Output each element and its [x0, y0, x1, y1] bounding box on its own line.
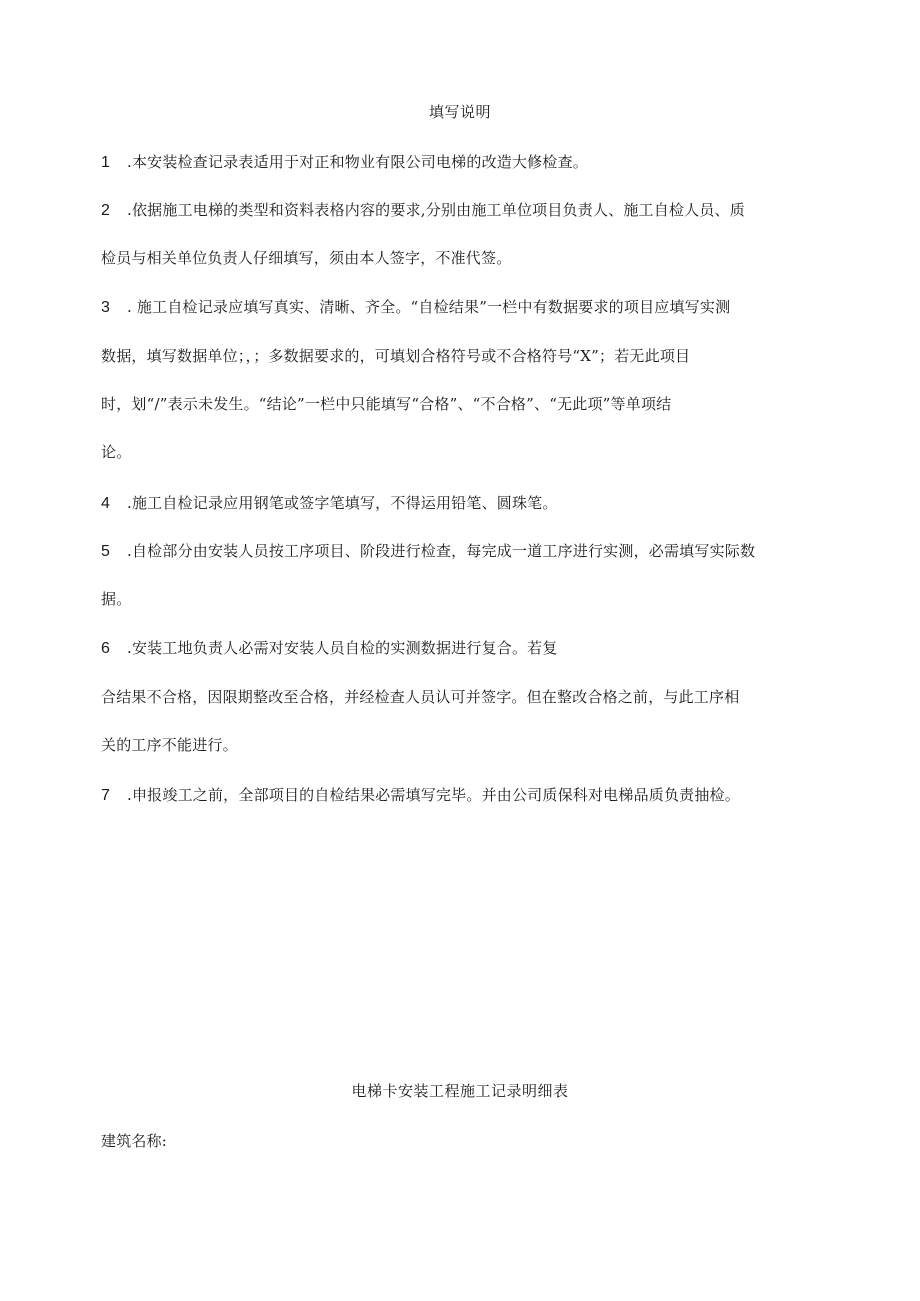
item-number: 3: [101, 299, 111, 316]
item-number: 6: [101, 640, 111, 657]
list-item: [101, 637, 558, 658]
item-text: .申报竣工之前，全部项目的自检结果必需填写完毕。并由公司质保科对电梯品质负责抽检。: [127, 786, 740, 804]
item-text: .安装工地负责人必需对安装人员自检的实测数据进行复合。若复: [127, 639, 558, 657]
item-number: 2: [101, 202, 111, 219]
item-continuation: 检员与相关单位负责人仔细填写，须由本人签字，不准代签。: [101, 249, 512, 267]
item-text: .施工自检记录应用钢笔或签字笔填写，不得运用铅笔、圆珠笔。: [127, 494, 558, 512]
list-item: [101, 784, 740, 805]
list-item: [101, 540, 755, 561]
list-item: [101, 296, 730, 317]
item-text: . 施工自检记录应填写真实、清晰、齐全。“自检结果”一栏中有数据要求的项目应填写实测: [127, 298, 731, 316]
item-text: .自检部分由安装人员按工序项目、阶段进行检查，每完成一道工序进行实测，必需填写实际数: [127, 542, 756, 560]
page-title: 填写说明: [428, 103, 491, 121]
item-continuation: 据。: [101, 590, 132, 608]
item-continuation: 关的工序不能进行。: [101, 736, 238, 754]
list-item: [101, 199, 745, 220]
list-item: [101, 151, 588, 172]
item-text: .本安装检查记录表适用于对正和物业有限公司电梯的改造大修检查。: [127, 153, 588, 171]
item-text: .依据施工电梯的类型和资料表格内容的要求,分别由施工单位项目负责人、施工自检人员、质: [127, 201, 745, 219]
item-number: 5: [101, 543, 111, 560]
item-number: 7: [101, 787, 111, 804]
item-continuation: 合结果不合格，因限期整改至合格，并经检查人员认可并签字。但在整改合格之前，与此工序相: [101, 688, 740, 706]
list-item: [101, 492, 558, 513]
item-continuation: 论。: [101, 443, 132, 461]
item-number: 1: [101, 154, 111, 171]
building-name-label: 建筑名称:: [101, 1132, 168, 1150]
item-continuation: 时，划“/”表示未发生。“结论”一栏中只能填写“合格”、“不合格”、“无此项”等单项结: [101, 395, 672, 413]
item-number: 4: [101, 495, 111, 512]
section-title: 电梯卡安装工程施工记录明细表: [351, 1082, 569, 1100]
item-continuation: 数据，填写数据单位；，；多数据要求的，可填划合格符号或不合格符号“X”；若无此项目: [101, 347, 691, 365]
